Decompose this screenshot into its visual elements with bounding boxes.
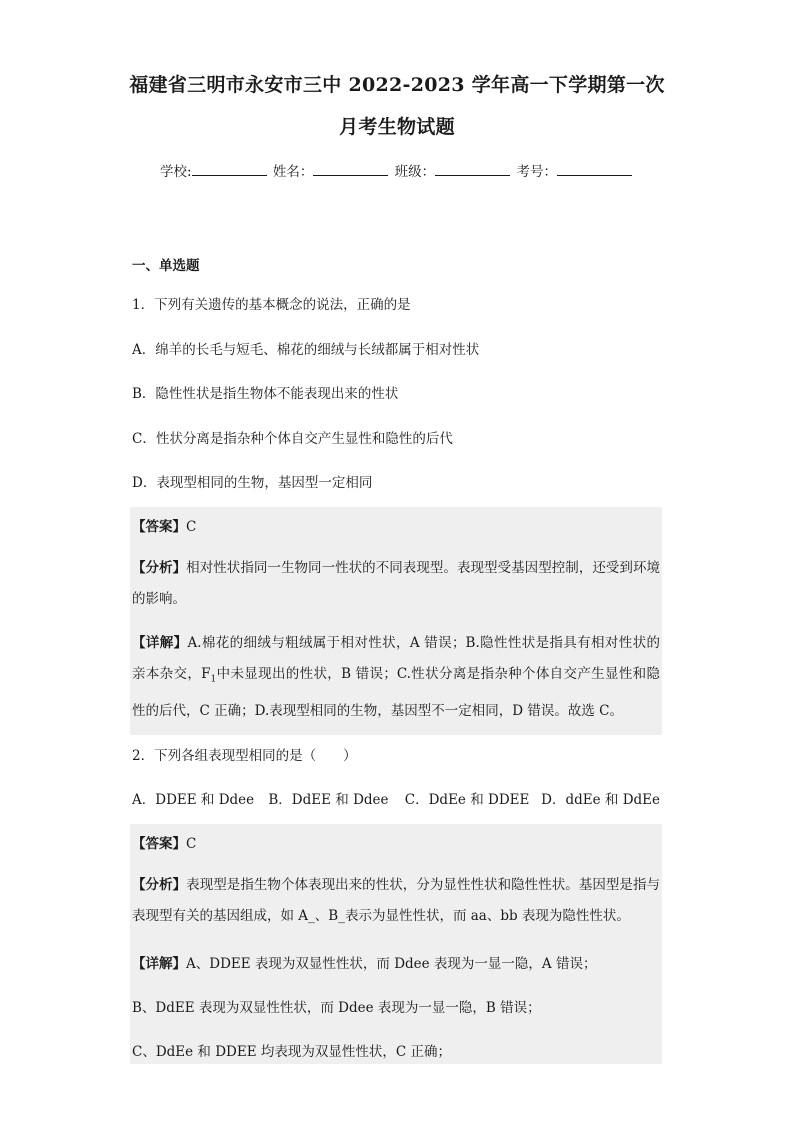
school-blank [192, 161, 267, 176]
q2-answer [132, 832, 196, 852]
student-info-line [0, 160, 794, 180]
q1-option-a: A．绵羊的长毛与短毛、棉花的细绒与长绒都属于相对性状 [132, 342, 480, 358]
q2-option-c: C．DdEe 和 DDEE [404, 792, 530, 808]
q2-answer-value: C [186, 836, 197, 852]
q2-detail-label: 【详解】 [132, 956, 186, 972]
q1-detail-label: 【详解】 [132, 635, 188, 651]
q1-detail-text-2: 中未显现出的性状，B 错误；C.性状分离是指杂种个体自交产生显性和隐性的后代，C 正确；D.表现型相同的生物，基因型不一定相同，D 错误。故选 C。 [132, 666, 660, 719]
q2-option-b: B．DdEE 和 Ddee [268, 792, 389, 808]
q2-detail-line-2: B、DdEE 表现为双显性性状，而 Ddee 表现为一显一隐，B 错误； [132, 1000, 541, 1016]
q1-option-b: B．隐性性状是指生物体不能表现出来的性状 [132, 386, 399, 402]
q2-detail-text-1: A、DDEE 表现为双显性性状，而 Ddee 表现为一显一隐，A 错误； [186, 956, 597, 972]
q2-analysis-label: 【分析】 [132, 877, 187, 893]
q1-analysis-label: 【分析】 [132, 560, 187, 576]
q1-detail-text-1: A.棉花的细绒与粗绒属于相对性状，A 错误；B.隐性性状是指具有相对性状的亲本杂交，F [132, 635, 660, 682]
title-line-2: 月考生物试题 [339, 116, 455, 138]
q1-answer-value: C [186, 519, 197, 535]
q2-option-a: A．DDEE 和 Ddee [132, 792, 255, 808]
q1-analysis-text: 相对性状指同一生物同一性状的不同表现型。表现型受基因型控制，还受到环境的影响。 [132, 560, 661, 607]
name-label: 姓名： [272, 164, 314, 180]
class-label: 班级： [394, 164, 436, 180]
q2-stem: 2．下列各组表现型相同的是（ ） [132, 748, 357, 764]
exam-number-label: 考号： [516, 164, 557, 180]
q1-option-c: C．性状分离是指杂种个体自交产生显性和隐性的后代 [132, 431, 453, 447]
name-blank [313, 161, 388, 176]
q1-answer [132, 515, 196, 535]
title-line-1: 福建省三明市永安市三中 2022-2023 学年高一下学期第一次 [129, 74, 665, 96]
class-blank [435, 161, 510, 176]
q2-answer-label: 【答案】 [132, 836, 186, 852]
q2-detail-line-1 [132, 952, 596, 972]
q1-detail [132, 628, 660, 727]
q2-detail-line-3: C、DdEe 和 DDEE 均表现为双显性性状，C 正确； [132, 1044, 451, 1060]
school-label: 学校: [160, 164, 192, 180]
q1-analysis [132, 553, 660, 615]
q1-detail-subscript: 1 [210, 674, 217, 685]
q2-option-d: D．ddEe 和 DdEe [541, 792, 661, 808]
q1-answer-label: 【答案】 [132, 519, 186, 535]
q1-option-d: D．表现型相同的生物，基因型一定相同 [132, 475, 373, 491]
q2-analysis-text: 表现型是指生物个体表现出来的性状，分为显性性状和隐性性状。基因型是指与表现型有关的基因组成，如 A_、B_表示为显性性状，而 aa、bb 表现为隐性性状。 [132, 877, 661, 924]
q1-stem: 1．下列有关遗传的基本概念的说法，正确的是 [132, 297, 411, 313]
q2-analysis [132, 870, 660, 932]
q2-options [132, 788, 660, 808]
section-heading: 一、单选题 [132, 258, 200, 274]
exam-number-blank [557, 161, 632, 176]
q2-solution-box [130, 824, 662, 1064]
